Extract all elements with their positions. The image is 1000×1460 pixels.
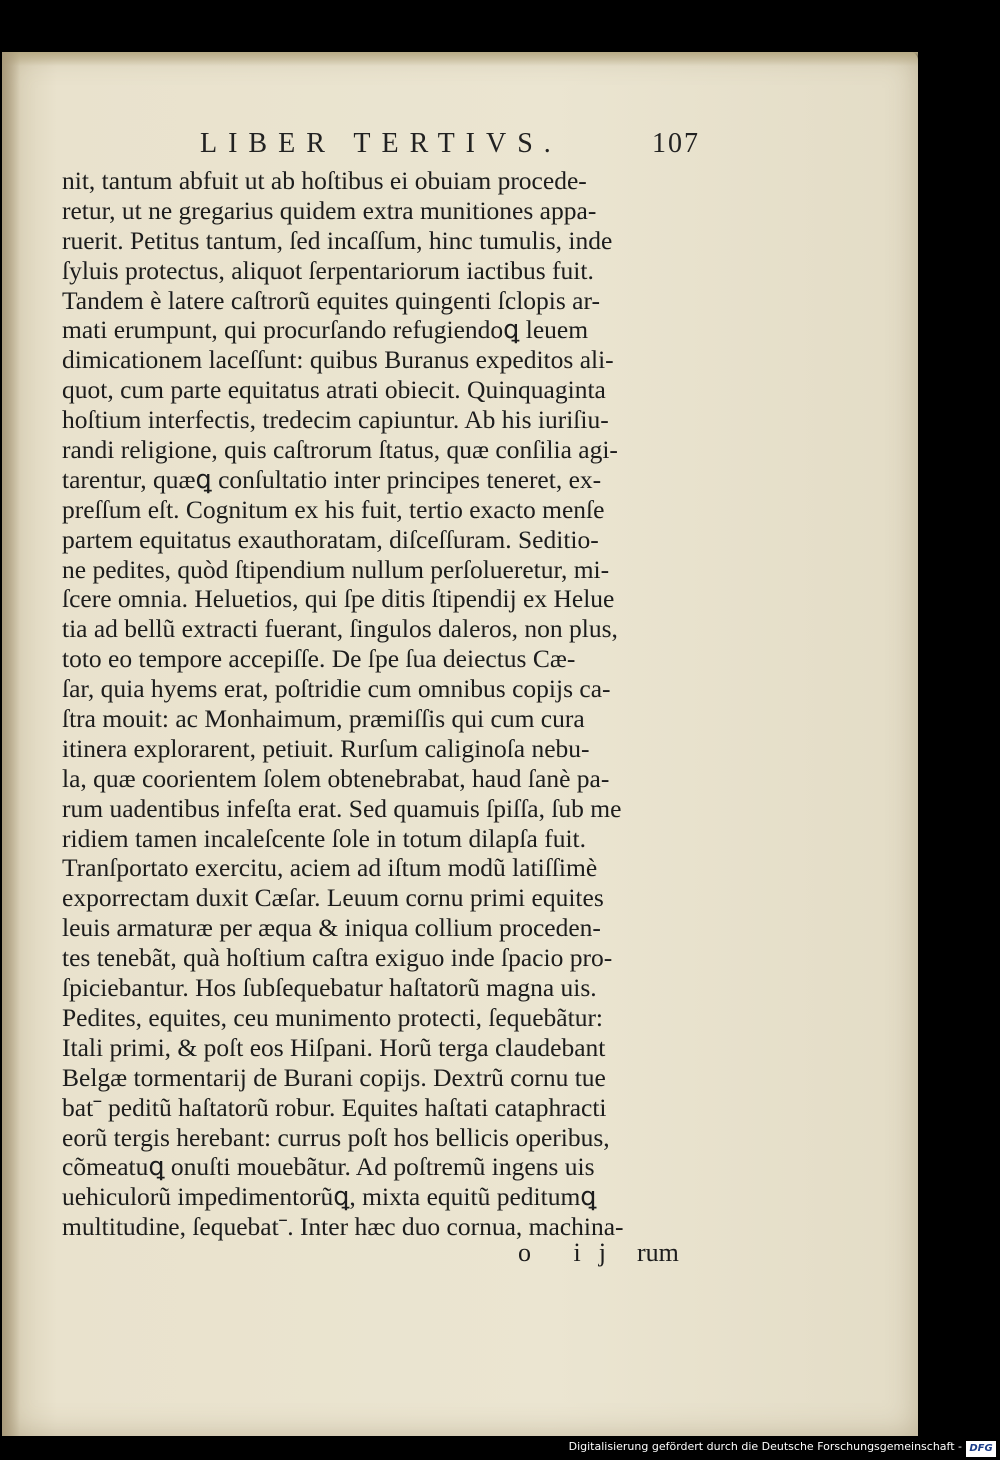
running-header xyxy=(200,128,700,168)
text-line: ruerit. Petitus tantum, ſed incaſſum, hinc tumulis, inde xyxy=(62,225,613,255)
text-line: la, quæ coorientem ſolem obtenebrabat, haud ſanè pa- xyxy=(62,763,610,793)
page-number: 107 xyxy=(652,128,700,159)
text-line: quot, cum parte equitatus atrati obiecit. Quinquaginta xyxy=(62,375,606,405)
text-line: batˉ peditũ haſtatorũ robur. Equites haſtati cataphracti xyxy=(62,1092,607,1122)
text-line: ne pedites, quòd ſtipendium nullum perſolueretur, mi- xyxy=(62,554,610,584)
text-line: tes tenebãt, quà hoſtium caſtra exiguo inde ſpacio pro- xyxy=(62,943,613,973)
text-line: randi religione, quis caſtrorum ſtatus, quæ conſilia agi- xyxy=(62,435,618,465)
page-edge xyxy=(2,52,918,66)
text-line: mati erumpunt, qui procurſando refugiendoꝗ leuem xyxy=(62,315,589,345)
text-line: dimicationem laceſſunt: quibus Buranus expeditos ali- xyxy=(62,345,614,375)
dfg-logo: DFG xyxy=(966,1441,996,1457)
text-line: cõmeatuꝗ onuſti mouebãtur. Ad poſtremũ ingens uis xyxy=(62,1152,595,1182)
text-line: tia ad bellũ extracti fuerant, ſingulos daleros, non plus, xyxy=(62,614,618,644)
text-line: Tranſportato exercitu, aciem ad iſtum modũ latiſſimè xyxy=(62,853,598,883)
catchword: rum xyxy=(637,1238,679,1267)
text-line: nit, tantum abfuit ut ab hoſtibus ei obuiam procede- xyxy=(62,166,587,195)
text-line: ridiem tamen incaleſcente ſole in totum dilapſa fuit. xyxy=(62,823,586,853)
text-line: rum uadentibus infeſta erat. Sed quamuis ſpiſſa, ſub me xyxy=(62,793,622,823)
page-footer xyxy=(62,1238,698,1272)
running-title: LIBER TERTIVS. xyxy=(200,128,562,159)
text-line: hoſtium interfectis, tredecim capiuntur. Ab his iuriſiu- xyxy=(62,405,609,435)
text-line: itinera explorarent, petiuit. Rurſum caliginoſa nebu- xyxy=(62,733,590,763)
text-line: preſſum eſt. Cognitum ex his fuit, tertio exacto menſe xyxy=(62,494,605,524)
text-line: tarentur, quæꝗ conſultatio inter principes teneret, ex- xyxy=(62,464,602,494)
text-line: ſpiciebantur. Hos ſubſequebatur haſtatorũ magna uis. xyxy=(62,973,597,1003)
text-line: toto eo tempore accepiſſe. De ſpe ſua deiectus Cæ- xyxy=(62,644,576,674)
text-line: ſtra mouit: ac Monhaimum, præmiſſis qui cum cura xyxy=(62,704,585,734)
gutter-shadow xyxy=(2,52,20,1436)
text-line: retur, ut ne gregarius quidem extra munitiones appa- xyxy=(62,195,597,225)
text-line: ſcere omnia. Heluetios, qui ſpe ditis ſtipendij ex Helue xyxy=(62,584,615,614)
text-line: Pedites, equites, ceu munimento protecti, ſequebãtur: xyxy=(62,1002,604,1032)
text-line: Itali primi, & poſt eos Hiſpani. Horũ terga claudebant xyxy=(62,1032,606,1062)
digitization-credit: Digitalisierung gefördert durch die Deutsche Forschungsgemeinschaft - xyxy=(568,1440,962,1453)
text-line: exporrectam duxit Cæſar. Leuum cornu primi equites xyxy=(62,883,604,913)
text-line: multitudine, ſequebatˉ. Inter hæc duo cornua, machina- xyxy=(62,1212,624,1242)
text-line: uehiculorũ impedimentorũꝗ, mixta equitũ peditumꝗ xyxy=(62,1182,597,1212)
text-line: ſyluis protectus, aliquot ſerpentariorum iactibus fuit. xyxy=(62,255,594,285)
text-line: partem equitatus exauthoratam, diſceſſuram. Seditio- xyxy=(62,524,599,554)
text-line: eorũ tergis herebant: currus poſt hos bellicis operibus, xyxy=(62,1122,610,1152)
text-line: leuis armaturæ per æqua & iniqua collium proceden- xyxy=(62,913,601,943)
body-text xyxy=(62,166,698,1242)
text-line: Belgæ tormentarij de Burani copijs. Dextrũ cornu tue xyxy=(62,1062,606,1092)
text-line: Tandem è latere caſtrorũ equites quingenti ſclopis ar- xyxy=(62,285,600,315)
text-line: ſar, quia hyems erat, poſtridie cum omnibus copijs ca- xyxy=(62,674,611,704)
signature-mark: o ij xyxy=(518,1238,624,1267)
